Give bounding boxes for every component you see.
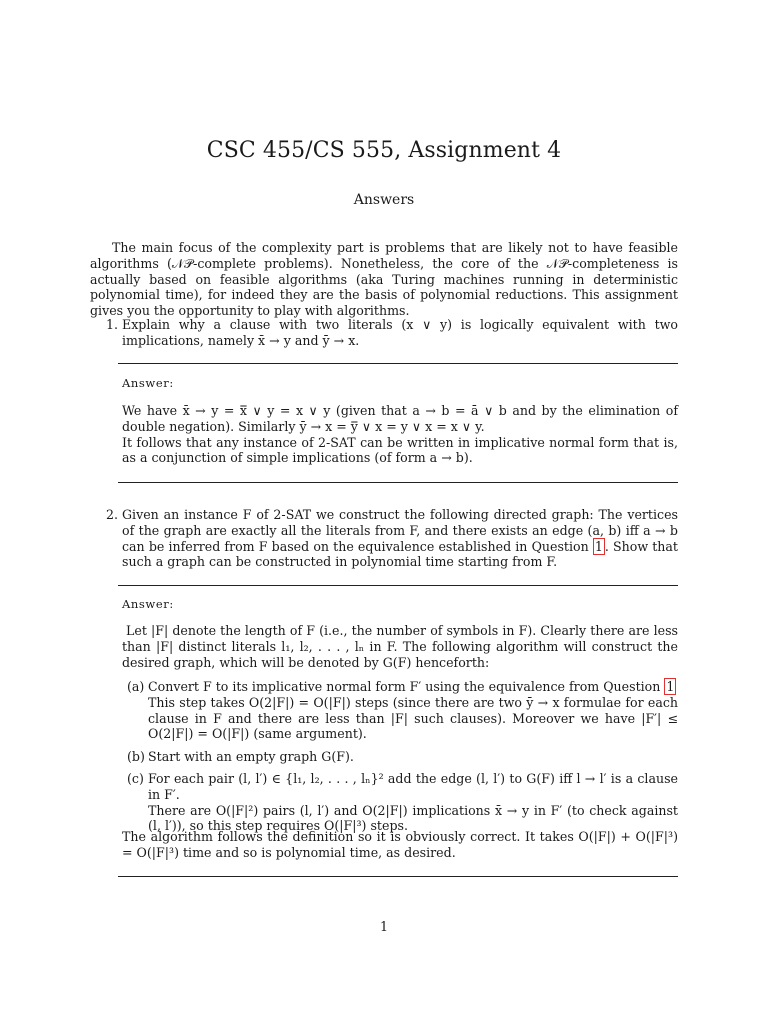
document-subtitle: Answers bbox=[353, 192, 415, 208]
question-2-text-part-1: Given an instance F of 2-SAT we construct the following directed graph: The vertices of the graph are exactly all the literals from F, and there exists an edge (a, b) iff a → b can be inferred from F based on the equivalence established in Question bbox=[122, 507, 678, 554]
answer-2-intro: Let |F| denote the length of F (i.e., the number of symbols in F). Clearly there are less than |F| distinct literals l₁, l₂, . . . , lₙ in F. The following algorithm will construct the desired graph, which will be denoted by G(F) henceforth: bbox=[122, 623, 678, 670]
question-1-text: Explain why a clause with two literals (x ∨ y) is logically equivalent with two implications, namely x̄ → y and ȳ → x. bbox=[122, 317, 678, 348]
step-a-head: Convert F to its implicative normal form F′ using the equivalence from Question 1 bbox=[148, 679, 675, 694]
step-b-head: Start with an empty graph G(F). bbox=[148, 749, 354, 764]
question-2-text-part-2: . Show that such a graph can be constructed in polynomial time starting from F. bbox=[122, 538, 678, 570]
answer-1-paragraph-2: It follows that any instance of 2-SAT can be written in implicative normal form that is, as a conjunction of simple implications (of form a → b). bbox=[122, 434, 678, 466]
answer-2-label: Answer: bbox=[122, 597, 174, 611]
answer-2-top-rule bbox=[118, 585, 678, 586]
answer-2-conclusion: The algorithm follows the definition so it is obviously correct. It takes O(|F|) + O(|F|³) = O(|F|³) time and so is polynomial time, as desired. bbox=[122, 829, 678, 860]
step-a-question-1-reference-link[interactable]: 1 bbox=[666, 679, 675, 694]
question-1-number: 1. bbox=[106, 317, 119, 332]
step-c-head: For each pair (l, l′) ∈ {l₁, l₂, . . . , lₙ}² add the edge (l, l′) to G(F) iff l → l′ is a clause in F′. bbox=[148, 771, 678, 802]
step-a-body bbox=[148, 679, 678, 742]
step-c-detail: There are O(|F|²) pairs (l, l′) and O(2|F|) implications x̄ → y in F′ (to check against (l, l′)), so this step requires O(|F|³) steps. bbox=[148, 802, 678, 834]
question-1-reference-link[interactable]: 1 bbox=[594, 538, 603, 554]
page-number: 1 bbox=[379, 919, 388, 934]
step-a-detail: This step takes O(2|F|) = O(|F|) steps (since there are two ȳ → x formulae for each clause in F and there are less than |F| such clauses). Moreover we have |F′| ≤ O(2|F|) = O(|F|) (same argument). bbox=[148, 694, 678, 742]
step-c-body bbox=[148, 771, 678, 834]
step-b-label: (b) bbox=[127, 749, 145, 764]
answer-1-label: Answer: bbox=[122, 376, 174, 390]
answer-1-top-rule bbox=[118, 363, 678, 364]
answer-1-paragraph-1: We have x̄ → y = x̿ ∨ y = x ∨ y (given that a → b = ā ∨ b and by the elimination of double negation). Similarly ȳ → x = y̿ ∨ x = y ∨ x = x ∨ y. bbox=[122, 403, 678, 434]
answer-2-bottom-rule bbox=[118, 876, 678, 877]
intro-paragraph: The main focus of the complexity part is problems that are likely not to have feasible algorithms (𝒩𝒫-complete problems). Nonetheless, the core of the 𝒩𝒫-completeness is actually based on feasible algorithms (aka Turing machines running in deterministic polynomial time), for indeed they are the basis of polynomial reductions. This assignment gives you the opportunity to play with algorithms. bbox=[90, 240, 678, 319]
step-a-label: (a) bbox=[127, 679, 145, 694]
question-2-number: 2. bbox=[106, 507, 119, 522]
document-title: CSC 455/CS 555, Assignment 4 bbox=[206, 138, 562, 163]
answer-1-body bbox=[122, 403, 678, 466]
answer-1-bottom-rule bbox=[118, 482, 678, 483]
step-c-label: (c) bbox=[127, 771, 144, 786]
question-2-text bbox=[122, 507, 678, 570]
